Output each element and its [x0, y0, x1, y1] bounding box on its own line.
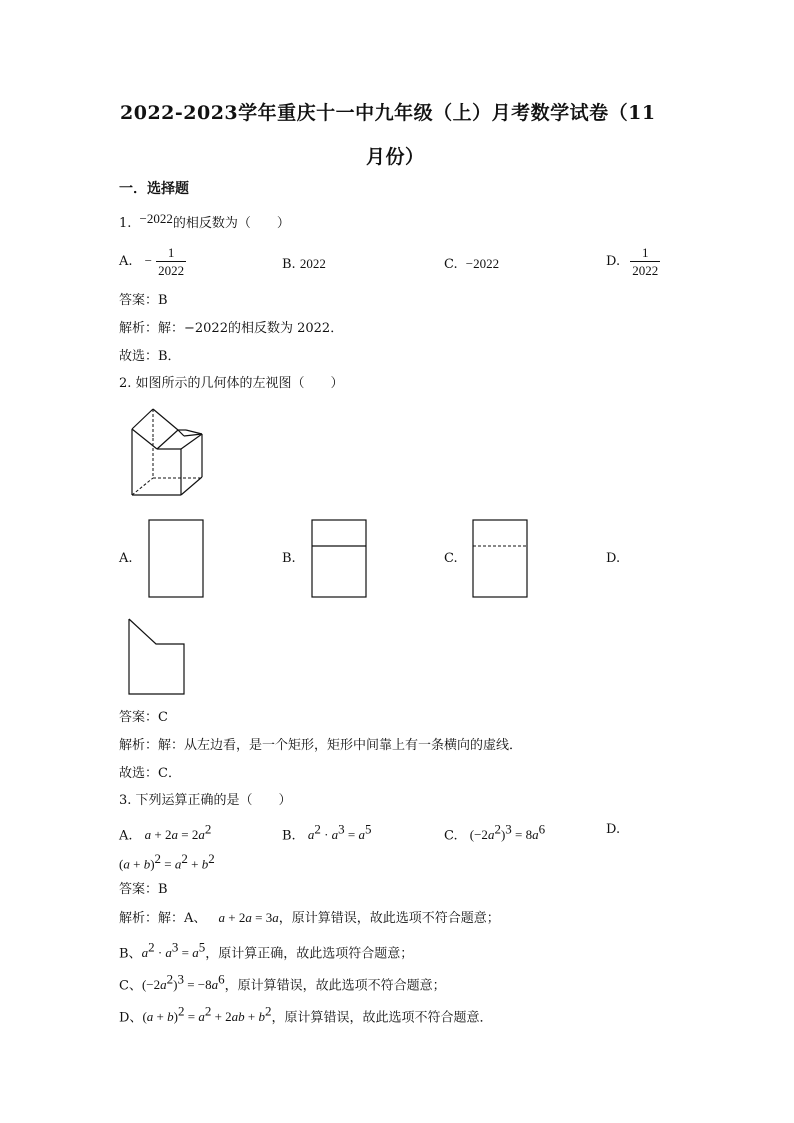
q1-option-d-fraction — [630, 244, 660, 279]
q3-explain-a-suffix: ，原计算错误，故此选项不符合题意； — [278, 911, 500, 926]
q3-stem — [119, 793, 292, 809]
q2-option-c-label: C. — [444, 551, 458, 566]
q1-option-a-label: A. — [119, 254, 133, 269]
q1-stem — [119, 211, 290, 232]
q2-option-d-figure — [128, 617, 186, 697]
q1-option-a-sign: − — [144, 253, 153, 268]
q1-option-c-label: C. — [444, 257, 458, 272]
q3-explain-b-suffix: ，原计算正确，故此选项符合题意； — [205, 946, 414, 962]
q1-stem-text: 的相反数为（ ） — [172, 216, 290, 231]
q3-explain-c-suffix: ，原计算错误，故此选项不符合题意； — [224, 978, 446, 994]
q2-option-d-label: D. — [606, 551, 621, 566]
q2-conclusion: 故选：C． — [119, 766, 181, 781]
q3-option-c-label: C. — [444, 828, 458, 844]
q3-explain-d-prefix: D、 — [119, 1010, 143, 1026]
q3-option-a-label: A. — [119, 828, 133, 844]
q1-expression: −2022 — [139, 211, 173, 226]
q3-option-b — [282, 822, 372, 844]
q1-option-a-numerator: 1 — [156, 244, 186, 262]
q3-explain-a-prefix: 解析：解：A、 — [119, 911, 207, 926]
q1-conclusion: 故选：B． — [119, 349, 181, 364]
q3-explain-d-formula: $(a + b)^2 = a^2 + 2ab + b^2$ — [142, 1004, 272, 1025]
q2-solid-figure — [126, 404, 210, 500]
q3-stem-text: 下列运算正确的是（ ） — [135, 793, 292, 808]
q1-option-d — [606, 244, 660, 279]
q2-option-b-label: B. — [282, 551, 296, 566]
q3-explain-c — [119, 972, 446, 994]
q1-answer: 答案：B — [119, 293, 168, 308]
q3-option-a — [119, 822, 211, 844]
q3-number: 3. — [119, 793, 132, 808]
q1-option-a-denominator: 2022 — [158, 263, 185, 278]
q1-option-b — [282, 256, 326, 273]
q1-number: 1. — [119, 216, 132, 231]
q3-option-b-label: B. — [282, 828, 296, 844]
q1-analysis: 解析：解：−2022的相反数为 2022． — [119, 321, 344, 336]
q1-option-b-label: B. — [282, 257, 296, 272]
q3-explain-c-prefix: C、 — [119, 978, 142, 994]
q3-explain-d — [119, 1004, 493, 1026]
q2-answer: 答案：C — [119, 710, 168, 725]
q2-option-a-figure — [148, 519, 206, 599]
q1-option-c-value: −2022 — [465, 256, 500, 271]
q3-answer: 答案：B — [119, 882, 168, 897]
q3-option-d-formula: $(a + b)^2 = a^2 + b^2$ — [119, 851, 215, 872]
q3-explain-b-prefix: B、 — [119, 946, 142, 962]
q2-option-a-label: A. — [119, 551, 133, 566]
q1-option-b-value: 2022 — [299, 256, 326, 271]
q1-option-a-fraction — [156, 244, 186, 279]
section-heading: 一．选择题 — [119, 181, 189, 197]
q2-number: 2. — [119, 376, 132, 391]
q1-option-d-label: D. — [606, 254, 621, 269]
q3-option-b-formula: $a^2 \cdot a^3 = a^5$ — [307, 822, 372, 843]
q3-option-a-formula: $a + 2a = 2a^2$ — [144, 822, 212, 843]
q2-stem — [119, 376, 344, 392]
q2-stem-text: 如图所示的几何体的左视图（ ） — [135, 376, 344, 391]
q3-explain-d-suffix: ，原计算错误，故此选项不符合题意． — [271, 1010, 493, 1026]
q3-explain-b — [119, 940, 413, 962]
q3-explain-a-formula: a + 2a = 3a — [218, 910, 279, 925]
q3-option-c — [444, 822, 545, 844]
q1-option-d-denominator: 2022 — [632, 263, 659, 278]
q2-option-b-figure — [311, 519, 369, 599]
q3-explain-c-formula: $(-2a^2)^3 = -8a^6$ — [141, 972, 225, 993]
doc-title-line1: 2022-2023学年重庆十一中九年级（上）月考数学试卷（11 — [120, 102, 656, 124]
q2-option-c-figure — [472, 519, 530, 599]
q3-explain-b-formula: $a^2 \cdot a^3 = a^5$ — [141, 940, 206, 961]
q3-option-c-formula: $(-2a^2)^3 = 8a^6$ — [469, 822, 546, 843]
q2-analysis: 解析：解：从左边看，是一个矩形，矩形中间靠上有一条横向的虚线． — [119, 738, 523, 753]
doc-title-line2: 月份） — [366, 146, 425, 168]
q1-option-d-numerator: 1 — [630, 244, 660, 262]
q3-option-d-label: D. — [606, 822, 621, 837]
q1-option-a — [119, 244, 186, 279]
q3-explain-a — [119, 910, 500, 927]
q1-option-c — [444, 256, 499, 273]
